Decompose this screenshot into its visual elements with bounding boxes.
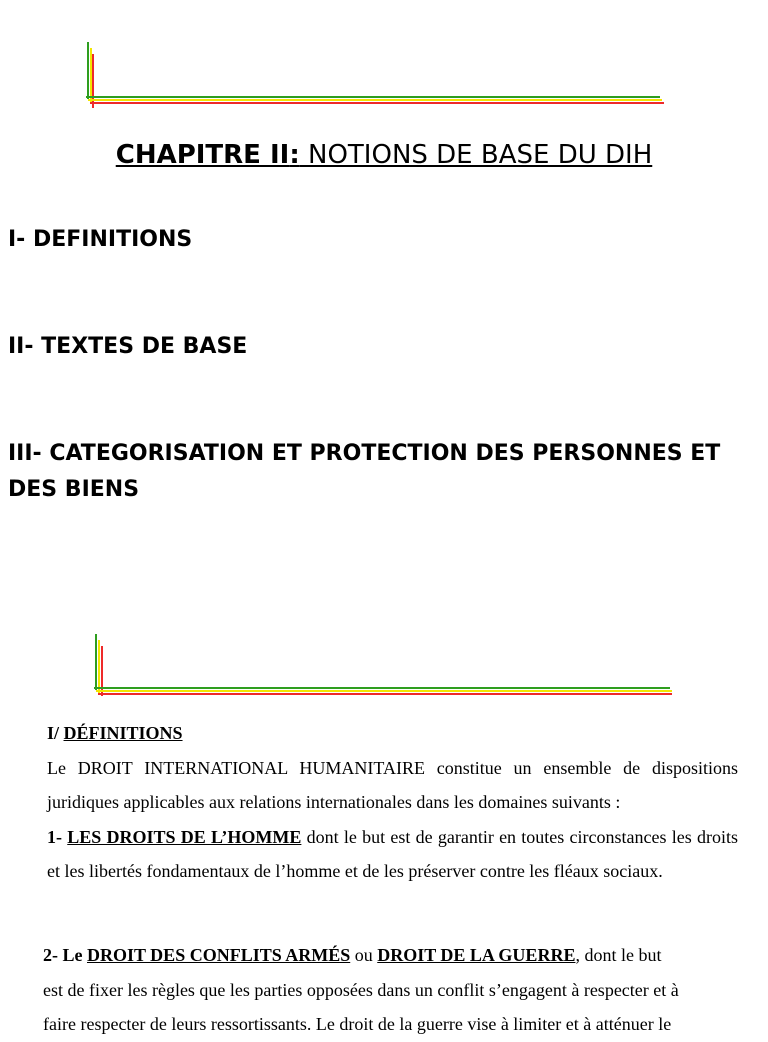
item-1-paragraph bbox=[47, 820, 738, 889]
yellow-horizontal-line bbox=[96, 690, 672, 692]
item-1-text: dont le but est de garantir en toutes circonstances les droits et les libertés fondamentaux de l’homme et de les préserver contre les fléaux sociaux. bbox=[47, 826, 738, 881]
item-2-term-1: DROIT DES CONFLITS ARMÉS bbox=[87, 945, 351, 965]
yellow-vertical-line bbox=[90, 48, 92, 104]
red-horizontal-line bbox=[98, 693, 672, 695]
item-1-term: LES DROITS DE L’HOMME bbox=[67, 826, 302, 847]
red-vertical-line bbox=[101, 646, 103, 696]
section-prefix: I/ bbox=[47, 723, 64, 743]
corner-decoration-top bbox=[84, 40, 666, 110]
item-2-term-2: DROIT DE LA GUERRE bbox=[377, 945, 576, 965]
item-2-line-1-end: , dont le but bbox=[575, 945, 662, 965]
item-2-line-1 bbox=[43, 938, 723, 973]
document-body bbox=[47, 716, 738, 889]
chapter-title-rest: NOTIONS DE BASE DU DIH bbox=[299, 140, 653, 170]
chapter-title-colon: : bbox=[289, 140, 300, 170]
heading-textes-de-base: II- TEXTES DE BASE bbox=[8, 334, 248, 359]
red-horizontal-line bbox=[90, 102, 664, 104]
green-horizontal-line bbox=[86, 96, 660, 98]
yellow-vertical-line bbox=[98, 640, 100, 694]
green-vertical-line bbox=[95, 634, 97, 690]
item-2-line-2: est de fixer les règles que les parties opposées dans un conflit s’engagent à respecter et à bbox=[43, 979, 679, 1000]
green-horizontal-line bbox=[94, 687, 670, 689]
heading-definitions: I- DEFINITIONS bbox=[8, 227, 193, 252]
item-2-or: ou bbox=[350, 945, 378, 965]
chapter-title bbox=[0, 140, 768, 170]
yellow-horizontal-line bbox=[88, 99, 662, 101]
green-vertical-line bbox=[87, 42, 89, 99]
item-2-line-3: faire respecter de leurs ressortissants. Le droit de la guerre vise à limiter et à atténuer le bbox=[43, 1014, 672, 1034]
item-1-number: 1- bbox=[47, 826, 68, 847]
section-title: DÉFINITIONS bbox=[63, 723, 183, 743]
item-2-number: 2- Le bbox=[43, 945, 87, 965]
intro-paragraph: Le DROIT INTERNATIONAL HUMANITAIRE constitue un ensemble de dispositions juridiques applicables aux relations internationales dans les domaines suivants : bbox=[47, 757, 738, 812]
chapter-title-bold: CHAPITRE II bbox=[115, 140, 290, 170]
item-2-paragraph bbox=[43, 938, 723, 1042]
red-vertical-line bbox=[92, 54, 94, 108]
section-heading bbox=[47, 716, 738, 751]
heading-categorisation: III- CATEGORISATION ET PROTECTION DES PERSONNES ET DES BIENS bbox=[8, 441, 721, 502]
corner-decoration-document bbox=[92, 632, 674, 698]
